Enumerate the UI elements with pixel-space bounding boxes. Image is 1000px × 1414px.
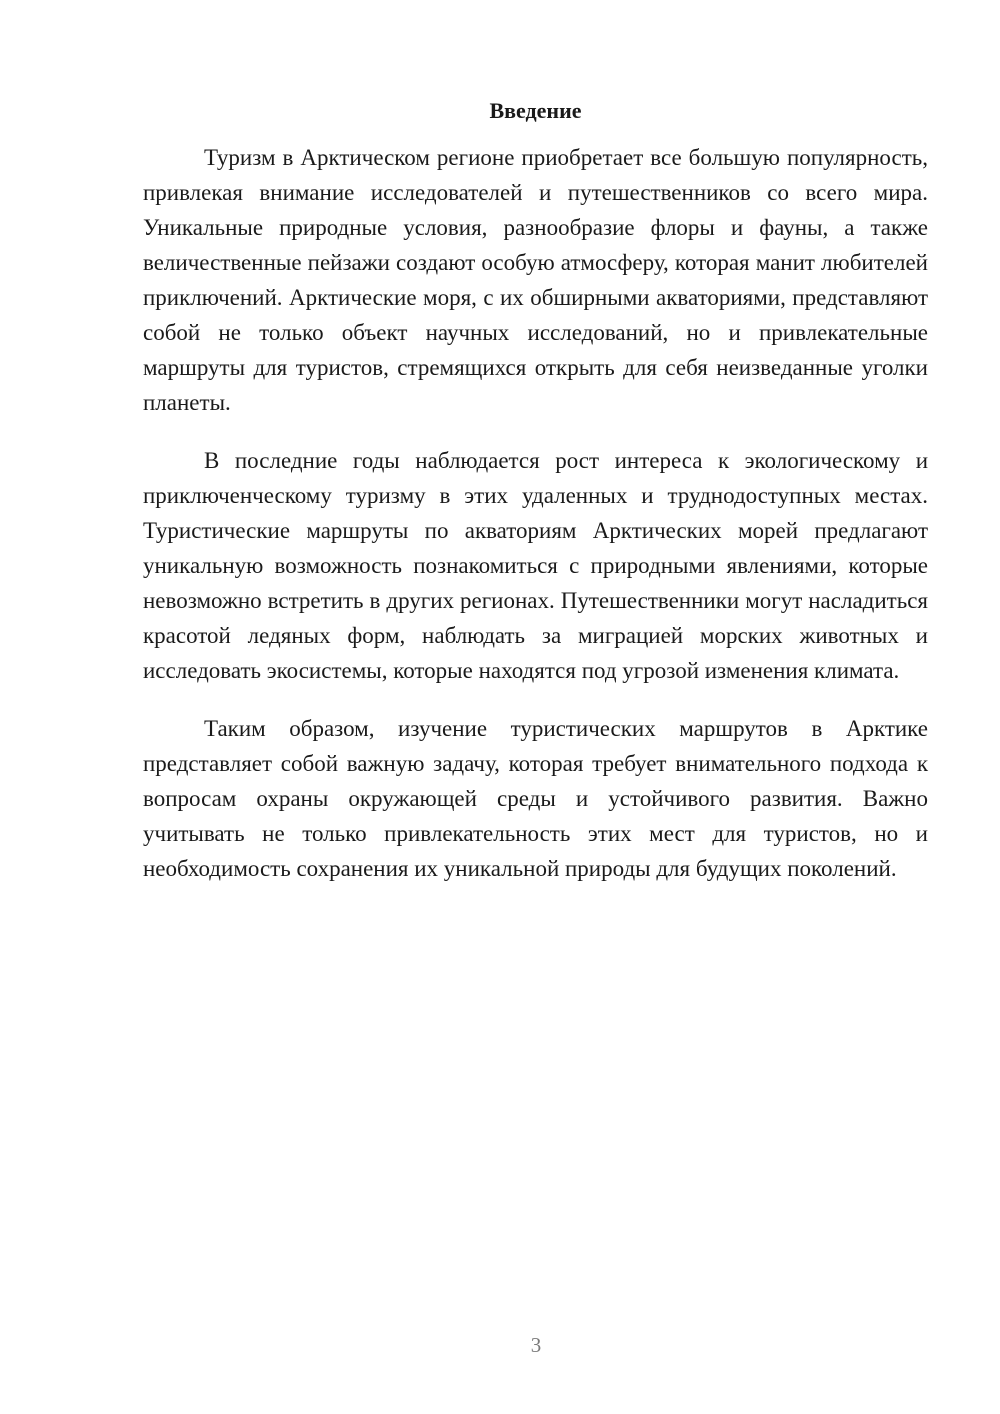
paragraph-1: Туризм в Арктическом регионе приобретает все большую популярность, привлекая внимание исследователей и путешественников со всего мира. Уникальные природные условия, разнообразие флоры и фауны, а также величественные пейзажи создают особую атмосферу, которая манит любителей приключений. Арктические моря, с их обширными акваториями, представляют собой не только объект научных исследований, но и привлекательные маршруты для туристов, стремящихся открыть для себя неизведанные уголки планеты.	[143, 145, 928, 415]
page-number: 3	[530, 1333, 542, 1357]
paragraph-3: Таким образом, изучение туристических маршрутов в Арктике представляет собой важную задачу, которая требует внимательного подхода к вопросам охраны окружающей среды и устойчивого развития. Важно учитывать не только привлекательность этих мест для туристов, но и необходимость сохранения их уникальной природы для будущих поколений.	[143, 716, 928, 881]
body-text	[143, 140, 928, 909]
section-heading: Введение	[489, 98, 582, 123]
paragraph-2: В последние годы наблюдается рост интереса к экологическому и приключенческому туризму в этих удаленных и труднодоступных местах. Туристические маршруты по акваториям Арктических морей предлагают уникальную возможность познакомиться с природными явлениями, которые невозможно встретить в других регионах. Путешественники могут насладиться красотой ледяных форм, наблюдать за миграцией морских животных и исследовать экосистемы, которые находятся под угрозой изменения климата.	[143, 448, 928, 683]
